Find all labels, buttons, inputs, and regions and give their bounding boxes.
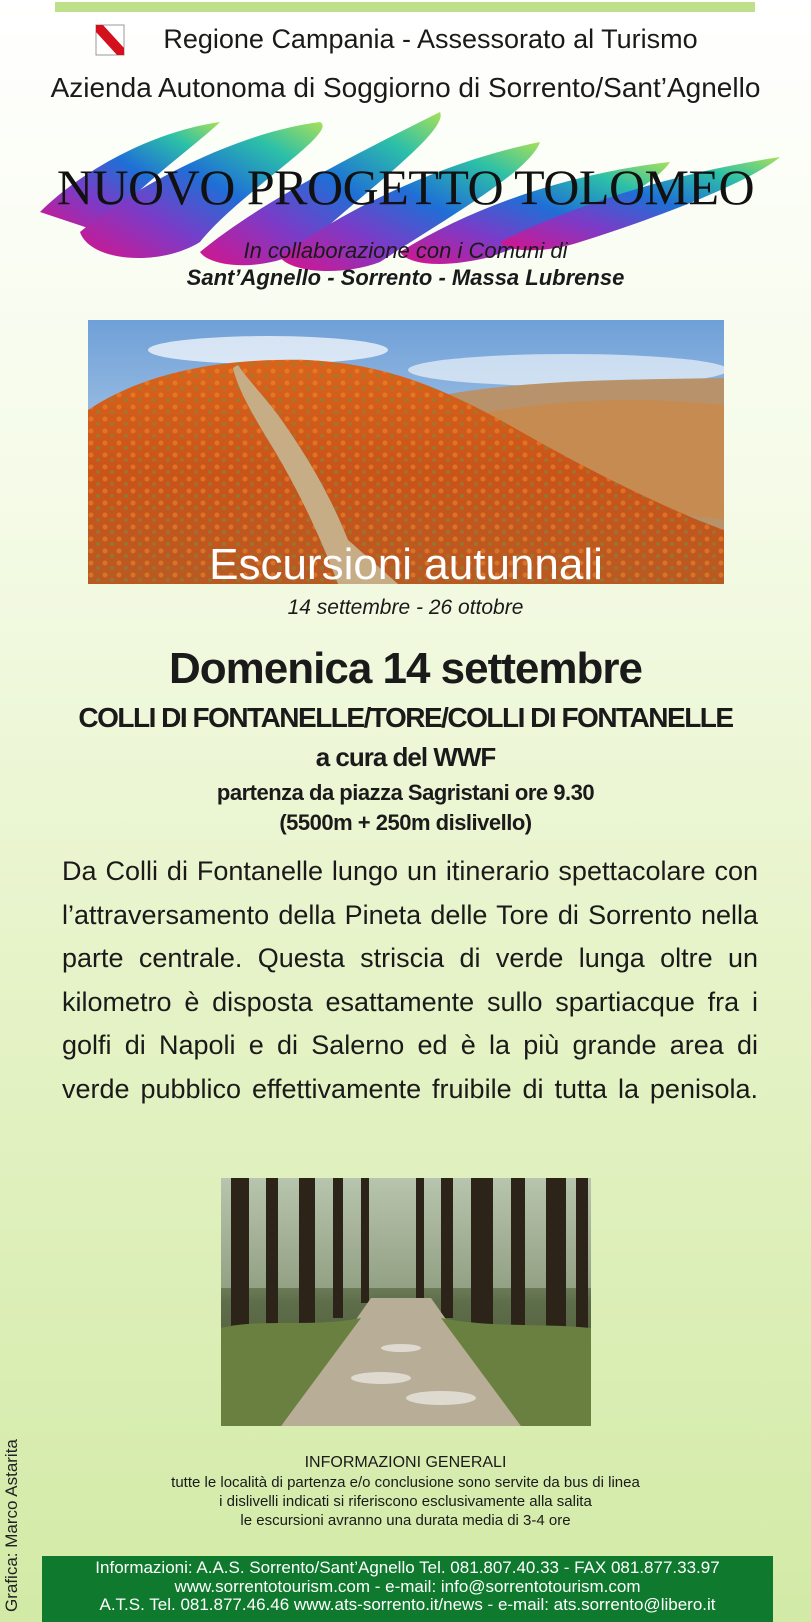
info-line: i dislivelli indicati si riferiscono esclusivamente alla salita [219,1493,592,1510]
season-dates: 14 settembre - 26 ottobre [287,596,524,619]
event-organizer: a cura del WWF [315,742,496,772]
contact-footer [42,1556,773,1622]
footer-line: Informazioni: A.A.S. Sorrento/Sant’Agnello Tel. 081.807.40.33 - FAX 081.877.33.97 [95,1558,720,1577]
info-line: le escursioni avranno una durata media di 3-4 ore [240,1512,571,1529]
comuni-line: Sant’Agnello - Sorrento - Massa Lubrense [186,265,625,290]
event-route: COLLI DI FONTANELLE/TORE/COLLI DI FONTANELLE [78,702,733,733]
info-title: INFORMAZIONI GENERALI [304,1454,507,1471]
footer-line: A.T.S. Tel. 081.877.46.46 www.ats-sorrento.it/news - e-mail: ats.sorrento@libero.it [99,1595,716,1614]
design-credit: Grafica: Marco Astarita [2,1439,21,1612]
collab-line: In collaborazione con i Comuni di [243,238,568,263]
event-departure: partenza da piazza Sagristani ore 9.30 [216,780,595,805]
footer-line: www.sorrentotourism.com - e-mail: info@sorrentotourism.com [174,1576,641,1596]
hero-caption: Escursioni autunnali [209,540,603,584]
event-day: Domenica 14 settembre [169,644,642,693]
pine-forest-photo [221,1178,591,1426]
azienda-header: Azienda Autonoma di Soggiorno di Sorrento/Sant’Agnello [50,72,761,103]
info-line: tutte le località di partenza e/o conclusione sono servite da bus di linea [171,1474,640,1491]
region-header: Regione Campania - Assessorato al Turismo [163,24,698,54]
event-distance: (5500m + 250m dislivello) [279,810,532,835]
event-description: Da Colli di Fontanelle lungo un itinerario spettacolare con l’attraversamento della Pineta delle Tore di Sorrento nella parte centrale. Questa striscia di verde lunga oltre un kilometro è disposta esattamente sullo spartiacque fra i golfi di Napoli e di Salerno ed è la più grande area di verde pubblico effettivamente fruibile di tutta la penisola. [62,856,758,1104]
top-bar [55,2,755,12]
page-title: NUOVO PROGETTO TOLOMEO [56,159,755,215]
